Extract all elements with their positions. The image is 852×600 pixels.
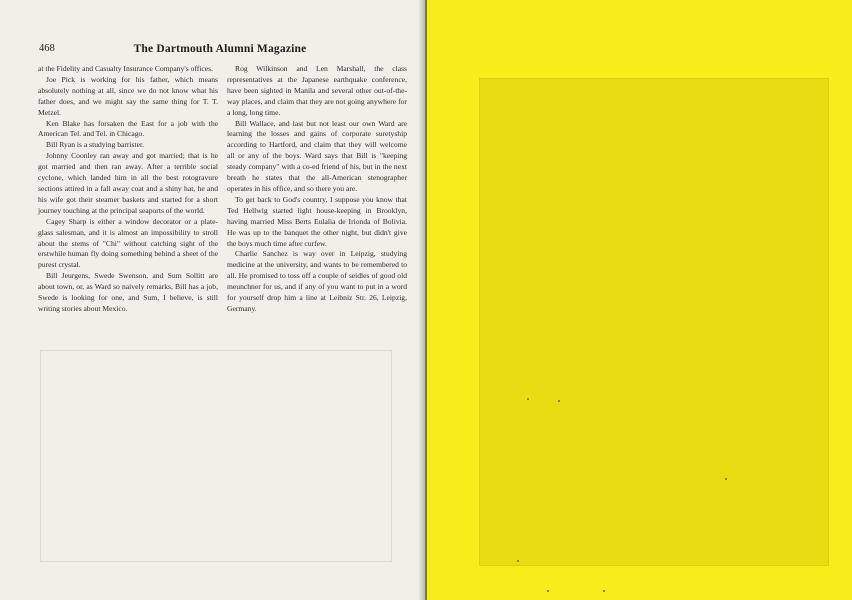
paragraph: Charlie Sanchez is way over in Leipzig, studying medicine at the university, and wants to be remembered to all. He promised to toss off a couple of seidles of good old meunchner for us, and if any of you want to put in a word for yourself drop him a line at Leibniz Str. 26, Leipzig, Germany. xyxy=(227,249,407,313)
page-header xyxy=(39,43,401,57)
paragraph: Joe Pick is working for his father, which means absolutely nothing at all, since we do not know what his father does, and we might say the same thing for T. T. Metzel. xyxy=(38,74,218,117)
speck xyxy=(527,398,529,400)
text-column-right xyxy=(227,64,407,315)
speck xyxy=(517,560,519,562)
speck xyxy=(725,478,727,480)
page-number: 468 xyxy=(39,43,55,54)
paragraph: Ken Blake has forsaken the East for a job with the American Tel. and Tel. in Chicago. xyxy=(38,118,218,139)
paragraph: To get back to God's country, I suppose you know that Ted Hellwig started light house-keeping in Brooklyn, having married Miss Berts Eulalia de Irionda of Bolivia. He was up to the banquet the other night, but didn't give the boys much time after curfew. xyxy=(227,194,407,248)
paragraph: Bill Jeurgens, Swede Swenson, and Sum Sollitt are about town, or, as Ward so naively remarks, Bill has a job, Swede is looking for one, and Sum, I believe, is still writing stories about Mexico. xyxy=(38,271,218,313)
faded-print-block xyxy=(479,78,829,566)
speck xyxy=(547,590,549,592)
text-column-left xyxy=(38,64,218,315)
paragraph: at the Fidelity and Casualty Insurance Company's offices. xyxy=(38,64,214,73)
magazine-title: The Dartmouth Alumni Magazine xyxy=(133,43,307,55)
right-page-yellow xyxy=(427,0,852,600)
paragraph: Rog Wilkinson and Len Marshall, the class representatives at the Japanese earthquake conference, have been sighted in Manila and several other out-of-the-way places, and claim that they are not going anywhere for a long, long time. xyxy=(227,64,407,117)
paragraph: Bill Wallace, and last but not least our own Ward are learning the losses and gains of corporate suretyship according to Hartford, and claim that they will welcome all or any of the boys. Ward says that Bill is "keeping steady company" with a co-ed friend of his, but in the next breath he states that the all-American stenographer operates in his office, and so there you are. xyxy=(227,118,407,193)
bleed-through-ghost xyxy=(40,350,392,562)
speck xyxy=(558,400,560,402)
paragraph: Bill Ryan is a studying barrister. xyxy=(46,140,144,150)
paragraph: Johnny Coonley ran away and got married; that is he got married and then ran away. After a terrible social cyclone, which landed him in all the best rotogravure sections attired in a fall away coat and a shiny hat, he and his wife got their steamer baskets and started for a short journey touching at the principal seaports of the world. xyxy=(38,151,218,215)
paragraph: Cagey Sharp is either a window decorator or a plate-glass salesman, and it is almost an impossibility to stroll about the stems of "Chi" without catching sight of the erstwhile human fly doing something behind a sheet of the purest crystal. xyxy=(38,216,218,270)
speck xyxy=(603,590,605,592)
left-page xyxy=(0,0,425,600)
